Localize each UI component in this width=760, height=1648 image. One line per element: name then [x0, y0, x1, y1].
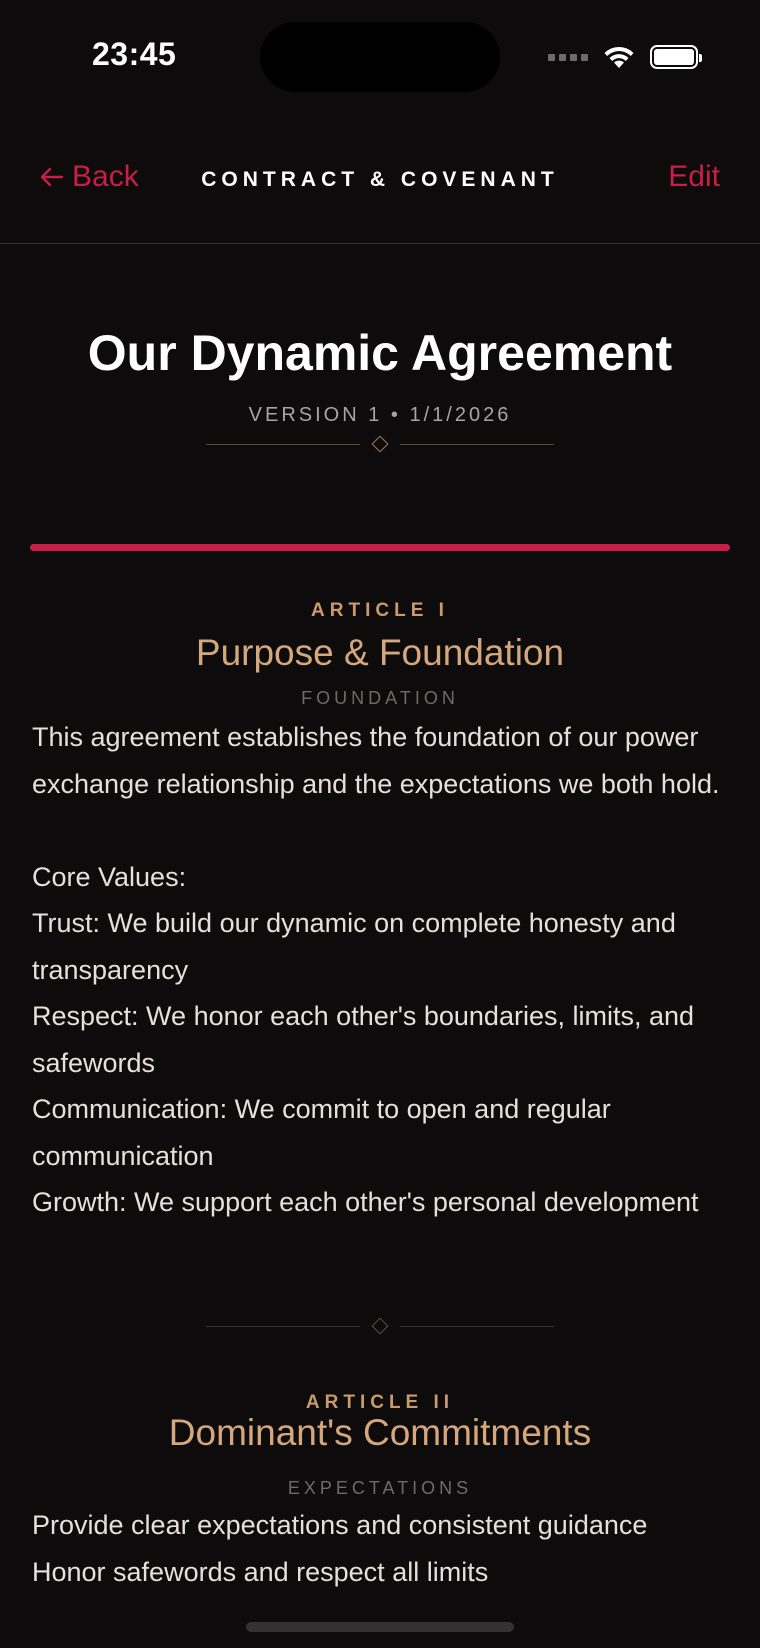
status-time: 23:45 — [92, 36, 177, 72]
wifi-icon — [602, 44, 636, 70]
article-1-label: ARTICLE I — [311, 600, 449, 621]
home-indicator[interactable] — [246, 1622, 514, 1632]
diamond-ornament-icon — [372, 1318, 389, 1335]
title-divider — [0, 434, 760, 454]
navigation-bar — [0, 140, 760, 244]
article-divider — [0, 1316, 760, 1336]
status-bar — [0, 0, 760, 112]
back-label: Back — [72, 160, 139, 193]
nav-title: CONTRACT & COVENANT — [201, 168, 559, 191]
accent-bar — [30, 544, 730, 551]
article-2-label: ARTICLE II — [305, 1392, 455, 1413]
status-indicators — [548, 42, 698, 72]
diamond-ornament-icon — [372, 436, 389, 453]
article-1-title: Purpose & Foundation — [195, 632, 565, 673]
article-2-title: Dominant's Commitments — [168, 1412, 592, 1453]
article-2-body: Provide clear expectations and consistent guidance Honor safewords and respect all limits — [32, 1510, 648, 1587]
article-1-category: FOUNDATION — [301, 688, 459, 708]
article-2-category: EXPECTATIONS — [287, 1478, 473, 1498]
cellular-signal-icon — [548, 54, 588, 61]
battery-icon — [650, 45, 698, 69]
document-title: Our Dynamic Agreement — [87, 325, 673, 381]
document-version-date: VERSION 1 • 1/1/2026 — [248, 404, 512, 426]
edit-button[interactable]: Edit — [668, 160, 720, 193]
dynamic-island — [260, 22, 500, 92]
article-1-body: This agreement establishes the foundation of our power exchange relationship and the expectations we both hold. Core Values: Trust: We build our dynamic on complete honesty and transparency Respect: We honor each other's boundaries, limits, and safewords Communication: We commit to open and regular communication Growth: We support each other's personal development — [32, 722, 720, 1217]
